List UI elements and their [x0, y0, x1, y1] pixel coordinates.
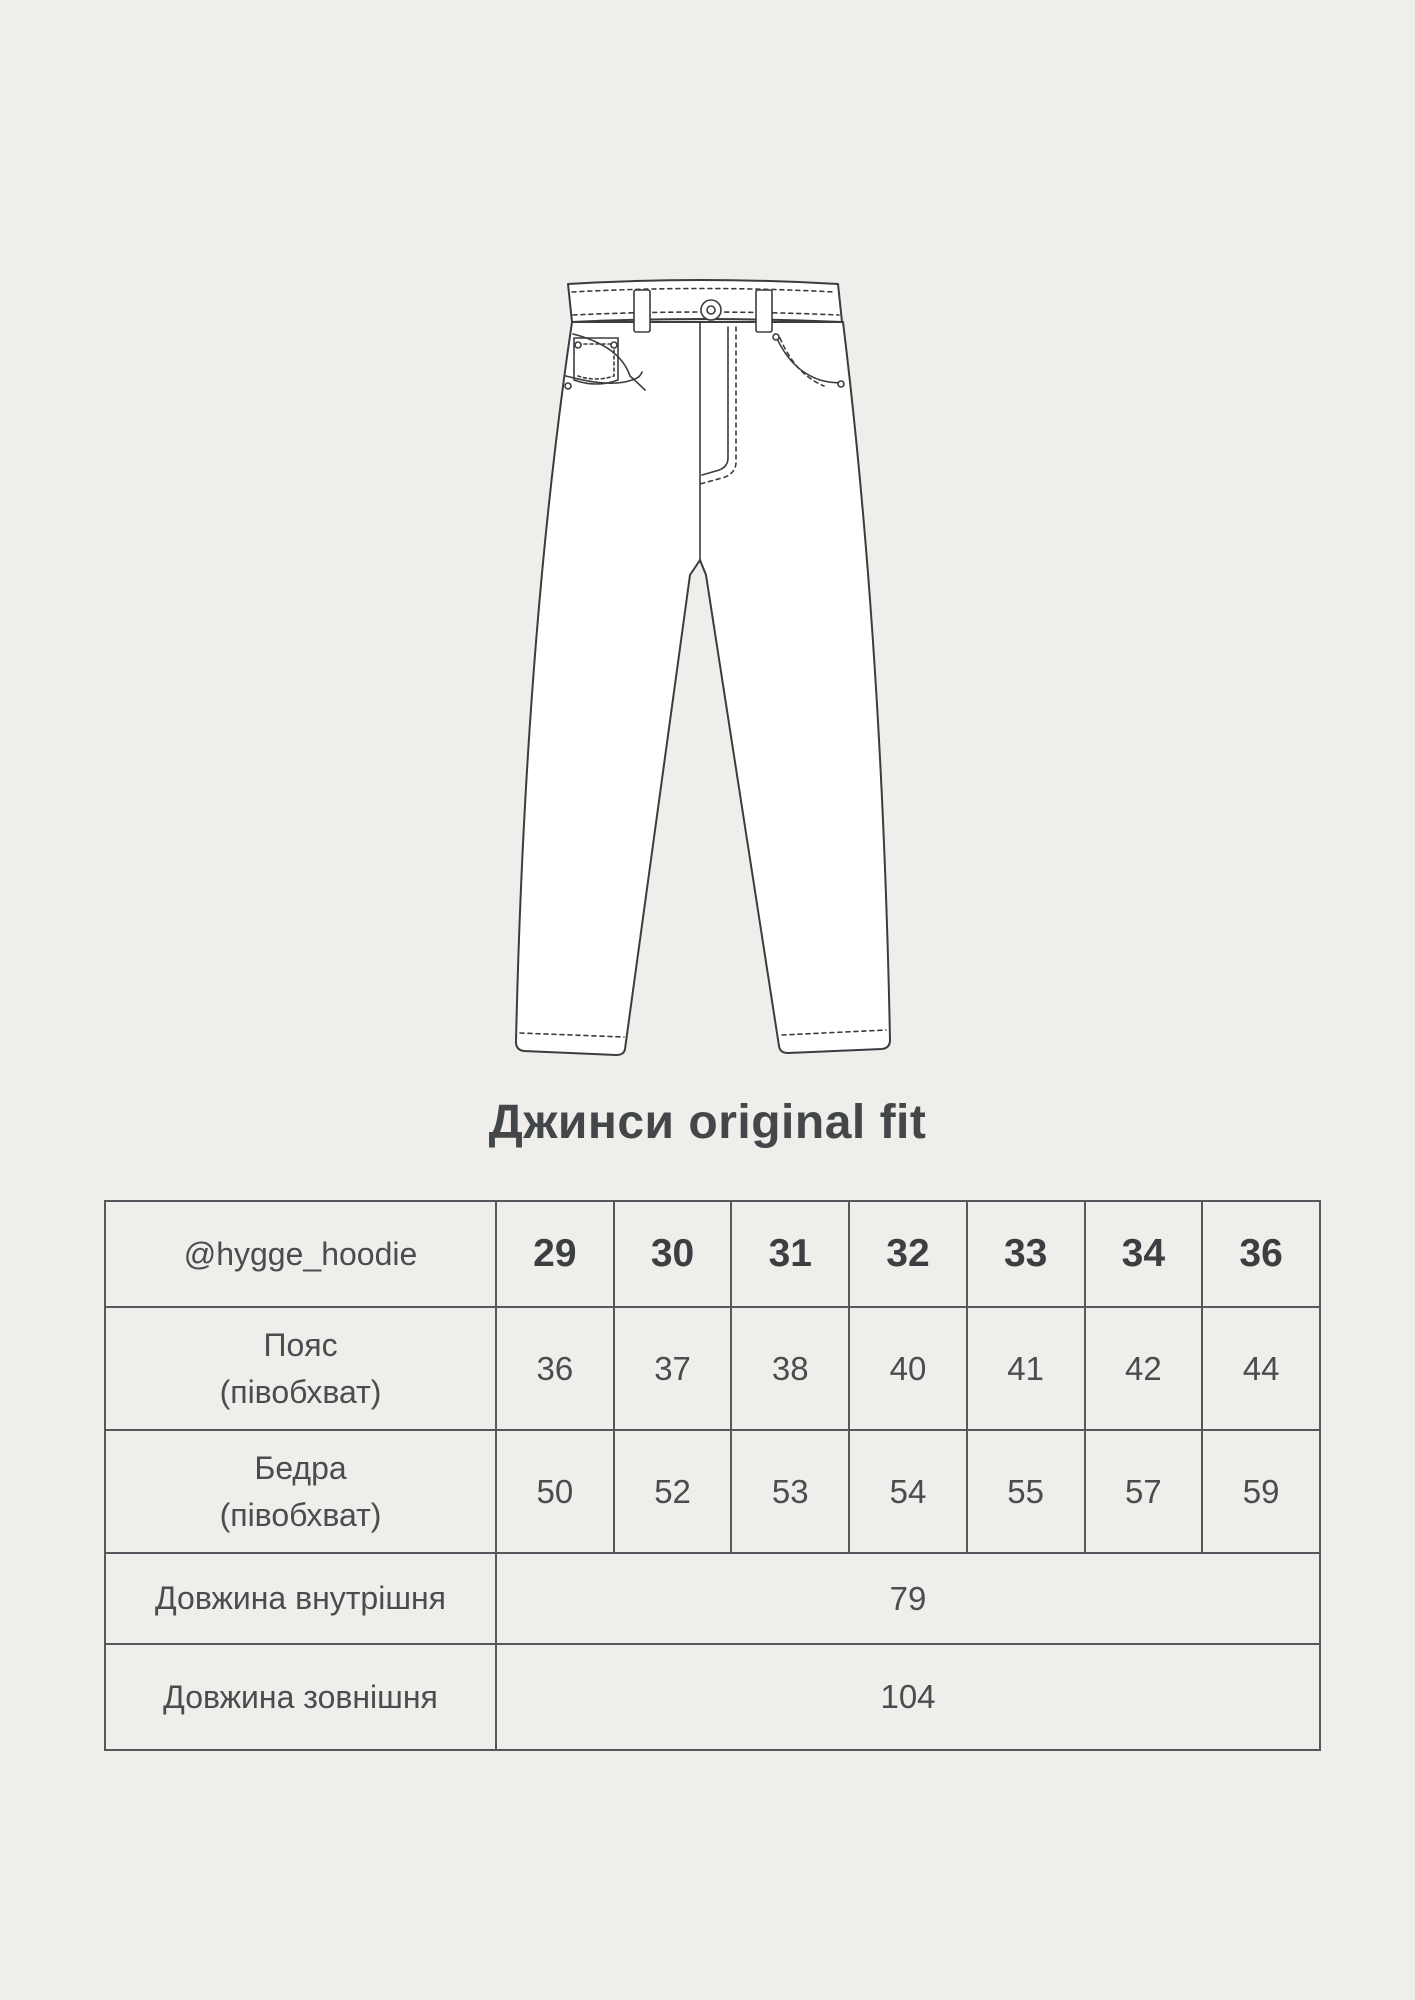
size-31-header: 31 — [731, 1201, 849, 1307]
waist-label — [105, 1307, 496, 1430]
waist-value: 44 — [1202, 1307, 1320, 1430]
hips-value: 52 — [614, 1430, 732, 1553]
waist-value: 36 — [496, 1307, 614, 1430]
table-row-sizes — [105, 1201, 1320, 1307]
waist-label-line2: (півобхват) — [219, 1373, 382, 1410]
hips-value: 55 — [967, 1430, 1085, 1553]
hips-label-line2: (півобхват) — [219, 1496, 382, 1533]
hips-value: 54 — [849, 1430, 967, 1553]
hips-value: 50 — [496, 1430, 614, 1553]
page-title: Джинси original fit — [488, 1096, 927, 1149]
waist-value: 37 — [614, 1307, 732, 1430]
size-table — [104, 1200, 1321, 1751]
brand-handle: @hygge_hoodie — [105, 1201, 496, 1307]
table-row-inner-length — [105, 1553, 1320, 1644]
hips-label-line1: Бедра — [254, 1450, 347, 1487]
outer-length-value: 104 — [496, 1644, 1320, 1750]
hips-value: 57 — [1085, 1430, 1203, 1553]
hips-label — [105, 1430, 496, 1553]
size-29-header: 29 — [496, 1201, 614, 1307]
waist-value: 38 — [731, 1307, 849, 1430]
size-30-header: 30 — [614, 1201, 732, 1307]
waist-value: 41 — [967, 1307, 1085, 1430]
table-row-hips — [105, 1430, 1320, 1553]
waist-label-line1: Пояс — [263, 1327, 338, 1364]
size-34-header: 34 — [1085, 1201, 1203, 1307]
size-32-header: 32 — [849, 1201, 967, 1307]
waist-value: 42 — [1085, 1307, 1203, 1430]
table-row-waist — [105, 1307, 1320, 1430]
size-36-header: 36 — [1202, 1201, 1320, 1307]
inner-length-label: Довжина внутрішня — [105, 1553, 496, 1644]
hips-value: 59 — [1202, 1430, 1320, 1553]
inner-length-value: 79 — [496, 1553, 1320, 1644]
table-row-outer-length — [105, 1644, 1320, 1750]
outer-length-label: Довжина зовнішня — [105, 1644, 496, 1750]
size-33-header: 33 — [967, 1201, 1085, 1307]
hips-value: 53 — [731, 1430, 849, 1553]
waist-value: 40 — [849, 1307, 967, 1430]
